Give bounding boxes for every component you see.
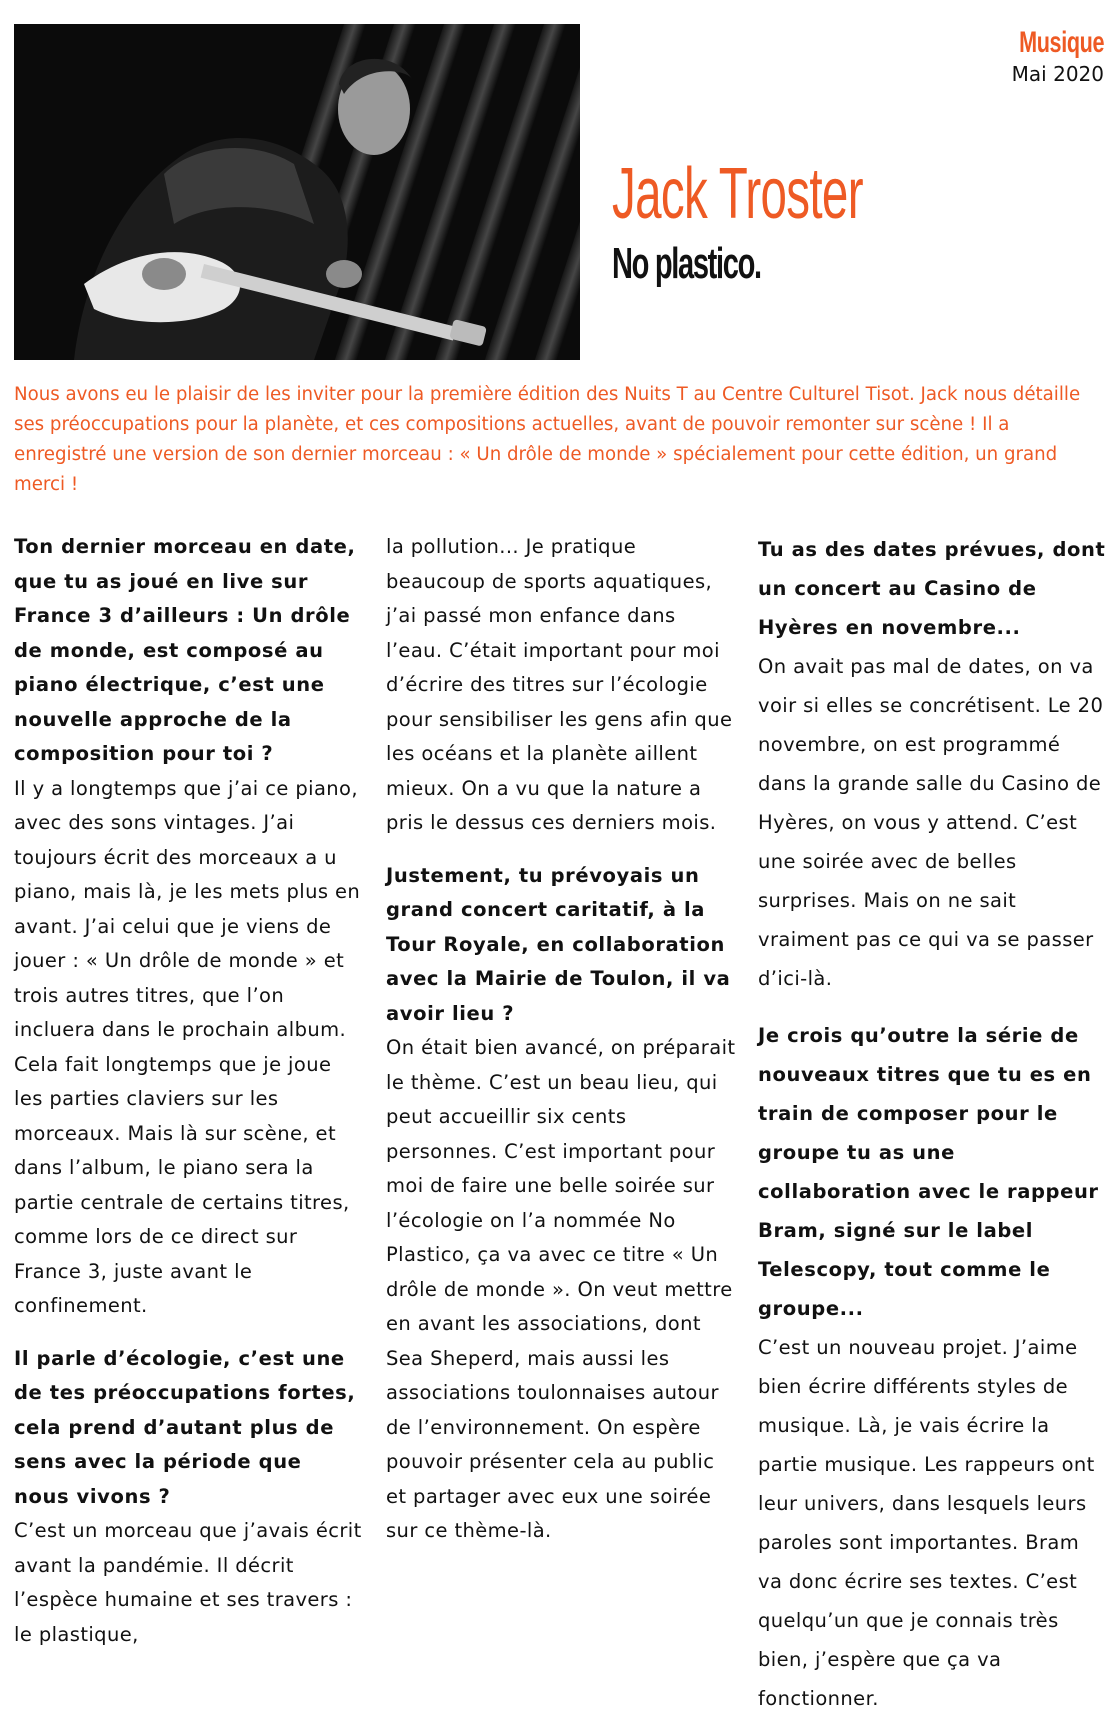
- question-1: Ton dernier morceau en date, que tu as joué en live sur France 3 d’ailleurs : Un drôle de monde, est composé au piano électrique, c’est une nouvelle approche de la composition pour toi ?: [14, 535, 356, 765]
- category-label: Musique: [1018, 26, 1104, 59]
- rubric: [986, 26, 1104, 86]
- answer-2-continued: la pollution... Je pratique beaucoup de sports aquatiques, j’ai passé mon enfance dans l’eau. C’était important pour moi d’écrire des titres sur l’écologie pour sensibiliser les gens afin que les océans et la planète aillent mieux. On a vu que la nature a pris le dessus ces derniers mois.: [386, 535, 733, 834]
- column-2: [386, 530, 736, 1549]
- column-3: [758, 530, 1110, 1718]
- guitarist-illustration: [14, 24, 580, 360]
- answer-5: C’est un nouveau projet. J’aime bien écrire différents styles de musique. Là, je vais écrire la partie musique. Les rappeurs ont leur univers, dans lesquels leurs paroles sont importantes. Bram va donc écrire ses textes. C’est quelqu’un que je connais très bien, j’espère que ça va fonctionner.: [758, 1336, 1095, 1710]
- answer-3: On était bien avancé, on préparait le thème. C’est un beau lieu, qui peut accueillir six cents personnes. C’est important pour moi de faire une belle soirée sur l’écologie on l’a nommée No Plastico, ça va avec ce titre « Un drôle de monde ». On veut mettre en avant les associations, dont Sea Sheperd, mais aussi les associations toulonnaises autour de l’environnement. On espère pouvoir présenter cela au public et partager avec eux une soirée sur ce thème-là.: [386, 1036, 736, 1542]
- answer-2: C’est un morceau que j’avais écrit avant la pandémie. Il décrit l’espèce humaine et ses travers : le plastique,: [14, 1519, 362, 1646]
- guitarist-photo: [14, 24, 580, 360]
- intro-paragraph: Nous avons eu le plaisir de les inviter pour la première édition des Nuits T au Centre Culturel Tisot. Jack nous détaille ses préoccupations pour la planète, et ces compositions actuelles, avant de pouvoir remonter sur scène ! Il a enregistré une version de son dernier morceau : « Un drôle de monde » spécialement pour cette édition, un grand merci !: [14, 384, 1081, 495]
- article-title: Jack Troster: [612, 154, 863, 234]
- issue-date: Mai 2020: [1011, 62, 1104, 86]
- question-3: Justement, tu prévoyais un grand concert caritatif, à la Tour Royale, en collaboration avec la Mairie de Toulon, il va avoir lieu ?: [386, 863, 731, 1025]
- question-5: Je crois qu’outre la série de nouveaux titres que tu es en train de composer pour le groupe tu as une collaboration avec le rappeur Bram, signé sur le label Telescopy, tout comme le groupe...: [758, 1024, 1099, 1320]
- question-4: Tu as des dates prévues, dont un concert au Casino de Hyères en novembre...: [758, 538, 1106, 639]
- headline: [612, 154, 1082, 288]
- article-subtitle: No plastico.: [612, 239, 761, 288]
- answer-4: On avait pas mal de dates, on va voir si elles se concrétisent. Le 20 novembre, on est programmé dans la grande salle du Casino de Hyères, on vous y attend. C’est une soirée avec de belles surprises. Mais on ne sait vraiment pas ce qui va se passer d’ici-là.: [758, 655, 1104, 990]
- question-2: Il parle d’écologie, c’est une de tes préoccupations fortes, cela prend d’autant plus de sens avec la période que nous vivons ?: [14, 1346, 356, 1508]
- answer-1: Il y a longtemps que j’ai ce piano, avec des sons vintages. J’ai toujours écrit des morceaux a u piano, mais là, je les mets plus en avant. J’ai celui que je viens de jouer : « Un drôle de monde » et trois autres titres, que l’on incluera dans le prochain album. Cela fait longtemps que je joue les parties claviers sur les morceaux. Mais là sur scène, et dans l’album, le piano sera la partie centrale de certains titres, comme lors de ce direct sur France 3, juste avant le confinement.: [14, 776, 361, 1317]
- column-1: [14, 530, 362, 1652]
